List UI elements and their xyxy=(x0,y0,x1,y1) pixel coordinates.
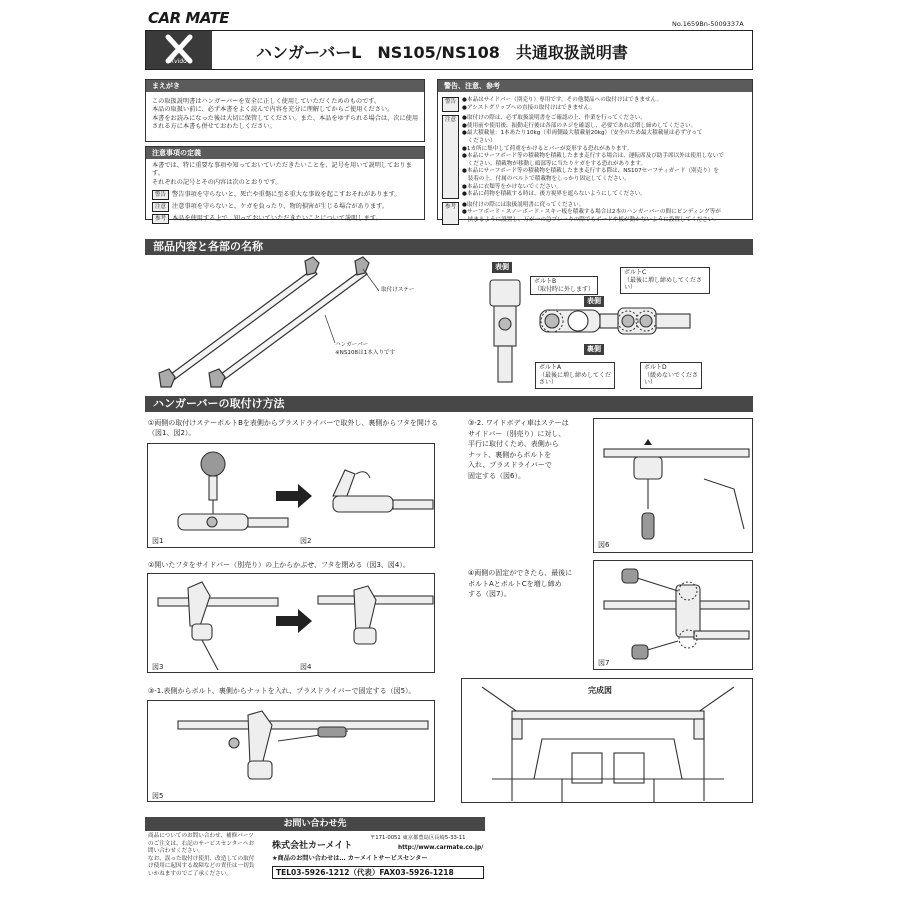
company-url: http://www.carmate.co.jp/ xyxy=(398,845,484,851)
phone-box: TEL03-5926-1212（代表）FAX03-5926-1218 xyxy=(272,866,484,879)
figure-6 xyxy=(593,418,753,553)
reference-icon: 参考 xyxy=(442,202,459,225)
intro-text: この取扱説明書はハンガーバーを安全に正しく使用していただくためのものです。 本品の取扱い前に、必ず本書をよく読んで内容を充分に理解してからご使用ください。 本書をお読みになった後は大切に保管してください。また、本品をゆずられる場合は、次に使用 される方に本書も併せておわたしください。 xyxy=(152,98,419,131)
page-title: ハンガーバーL NS105/NS108 共通取扱説明書 xyxy=(256,43,628,62)
complete-figure xyxy=(461,678,753,803)
definitions-text: 本書では、特に重要な事項や知っておいていただきたいことを、記号を用いて説明しております。 それぞれの記号とその内容は次のとおりです。 警告 警告事項を守らないと、死亡や重傷に至る重大な事故を起こすおそれがあります。 注意 注意事項を守らないと、ケガを負ったり、物的損害が生じる場合があります。 参考 本品を使用する上で、知っておいていただきたいことについて説明します。 xyxy=(152,162,412,223)
reference-badge-icon: 参考 xyxy=(152,214,169,224)
brand-logo: CAR MATE xyxy=(148,9,229,27)
fig1-illustration xyxy=(148,444,436,549)
step-2-text: ②開いたフタをサイドバー（別売り）の上からかぶせ、フタを閉める（図3、図4）。 xyxy=(148,561,410,569)
install-heading: ハンガーバーの取付け方法 xyxy=(145,396,753,412)
company-address: 〒171-0051 東京都豊島区長崎5-33-11 xyxy=(370,835,466,841)
fig6-illustration xyxy=(594,419,754,554)
callout-bolt-d: ボルトD （緩めないでください） xyxy=(640,362,702,389)
hanger-bar-illustration xyxy=(145,255,445,395)
warnings-box xyxy=(437,79,753,223)
figure-3-4 xyxy=(147,573,435,673)
definitions-heading: 注意事項の定義 xyxy=(146,147,424,159)
caution-badge-icon: 注意 xyxy=(152,202,169,212)
fig2-label: 図2 xyxy=(300,537,312,545)
contact-heading: お問い合わせ先 xyxy=(145,817,485,831)
contact-note: 商品についてのお問い合わせ、補修パーツ のご注文は、右記のサービスセンターへお 問い合わせください。 なお、誤った取付け使用、改造しての取付 け使用に起因する故障などの責任は一切負 いかねますのでご了承ください。 xyxy=(148,833,255,877)
figure-1-2 xyxy=(147,443,435,548)
complete-label: 完成図 xyxy=(588,686,612,695)
fig1-label: 図1 xyxy=(152,537,164,545)
doc-number: No.1659Bn-5009337A xyxy=(672,20,744,28)
label-hanger-bar: ハンガーバー ※NS108は1本入りです xyxy=(335,342,396,356)
step-1-text: ①両側の取付けステーボルトBを表側からプラスドライバーで取外し、裏側からフタを開ける（図1、図2）。 xyxy=(148,419,438,437)
definitions-box xyxy=(145,146,425,223)
fig3-label: 図3 xyxy=(152,663,164,671)
step-3-1-text: ③-1.表側からボルト、裏側からナットを入れ、プラスドライバーで固定する（図5）。 xyxy=(148,687,416,695)
company-name: 株式会社カーメイト xyxy=(272,841,353,851)
complete-illustration xyxy=(462,679,754,804)
logo-text: Xvido xyxy=(170,58,187,65)
warning-icon: 警告 xyxy=(442,97,459,112)
fig5-label: 図5 xyxy=(152,792,164,800)
title-bar xyxy=(145,30,753,70)
callout-bolt-b: ボルトB （取付時に外します） xyxy=(530,276,598,295)
warning-section: 警告 ●本品はサイドバー（別売り）専用です。その他製品への取付けはできません。 ●アシストグリップへの直接の取付けはできません。 注意 ●取付けの際は、必ず取扱説明書をご確認の上、作業を行ってください。 ●使用前や使用後、振動走行後は各部のネジを確認し、必要であれば増し締めしてください。 ●最大積載量：1本あたり10kg（車両側最大積載量20kg）（安全のため最大積載量は必ず守って ください） ●1カ所に集中して荷重をかけるとバーが変形する恐れがあります。 ●本品にサーフボード等の積載物を積載したまま走行する場合は、運転席及び助手席以外は使用しないで ください。積載物が移動し頭部等に当たりケガをする恐れがあります。 ●本品にサーフボード等の積載物を積載したまま走行する際は、NS107セーフティガード（別売り）を 装着の上、付属のベルトで積載物をしっかり固定してください。 ●本品に衣類等をかけないでください。 ●本品に荷物を積載する時は、後方視界を遮らないようにしてください。 参考 ●取付けの際には取扱説明書に従ってください。 ●サーフボード・スノーボード・スキー板を積載する場合は2本のハンガーバーの間にピンディング等が 挟まるように設置し、万が一の急ブレーキの際でもボードや板が動かないように設置してください。 xyxy=(442,97,750,225)
caution-icon: 注意 xyxy=(442,115,459,199)
tag-front-side-2: 表側 xyxy=(584,296,604,307)
label-mount-stay: 取付けステー xyxy=(381,287,415,293)
parts-heading: 部品内容と各部の名称 xyxy=(145,239,753,255)
fig7-illustration xyxy=(594,561,754,671)
figure-5 xyxy=(147,700,435,802)
fig6-label: 図6 xyxy=(598,541,610,549)
intro-box xyxy=(145,79,425,142)
warning-badge-icon: 警告 xyxy=(152,190,169,200)
fig5-illustration xyxy=(148,701,436,803)
tag-back-side: 裏側 xyxy=(584,344,604,355)
xvido-logo xyxy=(146,31,212,69)
fig7-label: 図7 xyxy=(598,659,610,667)
intro-heading: まえがき xyxy=(146,80,424,92)
step-3-2-text: ③-2. ワイドボディ車はステーは サイドバー（別売り）に対し、 平行に取付くため、表側から ナット、裏側からボルトを 入れ、プラスドライバーで 固定する（図6）。 xyxy=(468,419,569,480)
fig4-label: 図4 xyxy=(300,663,312,671)
callout-bolt-a: ボルトA （最後に増し締めしてください） xyxy=(535,362,615,389)
step-4-text: ④両側の固定ができたら、最後に ボルトAとボルトCを増し締め する（図7）。 xyxy=(468,569,573,598)
service-center-line: ★商品のお問い合わせは… カーメイトサービスセンター xyxy=(272,855,428,862)
figure-7 xyxy=(593,560,753,670)
warnings-heading: 警告、注意、参考 xyxy=(438,80,752,92)
tag-front-side: 表側 xyxy=(492,262,512,273)
callout-bolt-c: ボルトC （最後に増し締めしてください） xyxy=(620,267,710,294)
fig3-illustration xyxy=(148,574,436,674)
